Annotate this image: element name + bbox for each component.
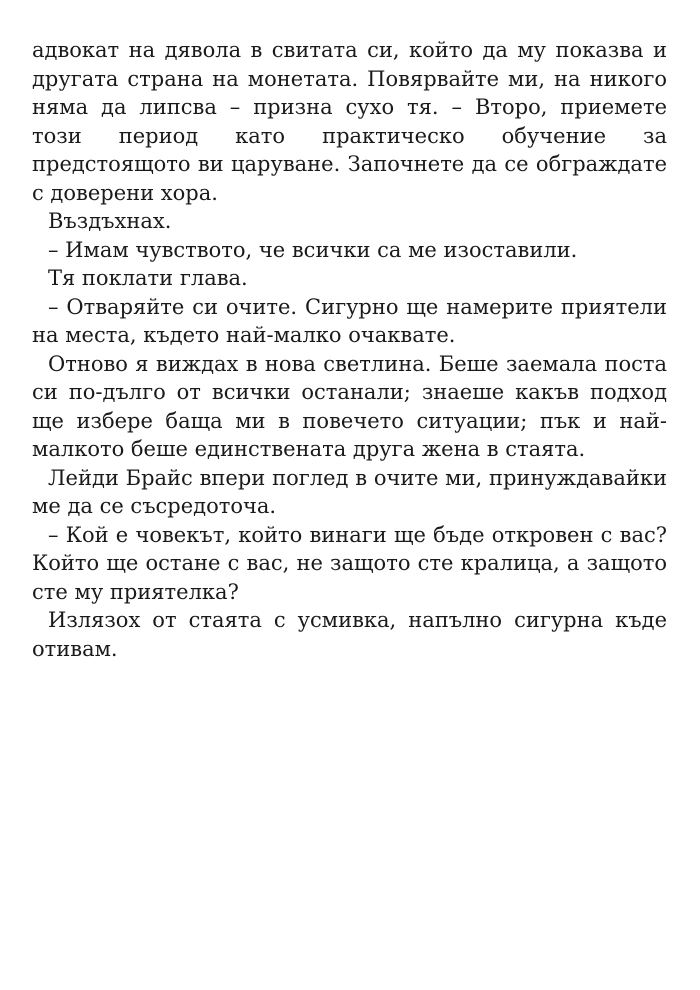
paragraph-8: – Кой е човекът, който винаги ще бъде откровен с вас? Който ще остане с вас, не защото сте кралица, а защото сте му приятелка? <box>32 522 667 604</box>
paragraph-6: Отново я виждах в нова светлина. Беше заемала поста си по-дълго от всички останали; знаеше какъв подход ще избере баща ми в повечето ситуации; пък и най-малкото беше единствената друга жена в стаята. <box>32 351 667 461</box>
paragraph-4: Тя поклати глава. <box>48 266 248 290</box>
paragraph-5: – Отваряйте си очите. Сигурно ще намерите приятели на места, където най-малко очаквате. <box>32 294 667 347</box>
paragraph-2: Въздъхнах. <box>48 209 172 233</box>
paragraph-9: Излязох от стаята с усмивка, напълно сигурна къде отивам. <box>32 608 667 661</box>
paragraph-3: – Имам чувството, че всички са ме изоставили. <box>48 237 578 262</box>
page-text <box>32 36 667 663</box>
paragraph-7: Лейди Брайс впери поглед в очите ми, принуждавайки ме да се съсредоточа. <box>32 465 667 518</box>
paragraph-1: адвокат на дявола в свитата си, който да му показва и другата страна на монетата. Повярвайте ми, на никого няма да липсва – призна сухо тя. – Второ, приемете този период като практическо обучение за предстоящото ви царуване. Започнете да се обграждате с доверени хора. <box>32 38 667 205</box>
